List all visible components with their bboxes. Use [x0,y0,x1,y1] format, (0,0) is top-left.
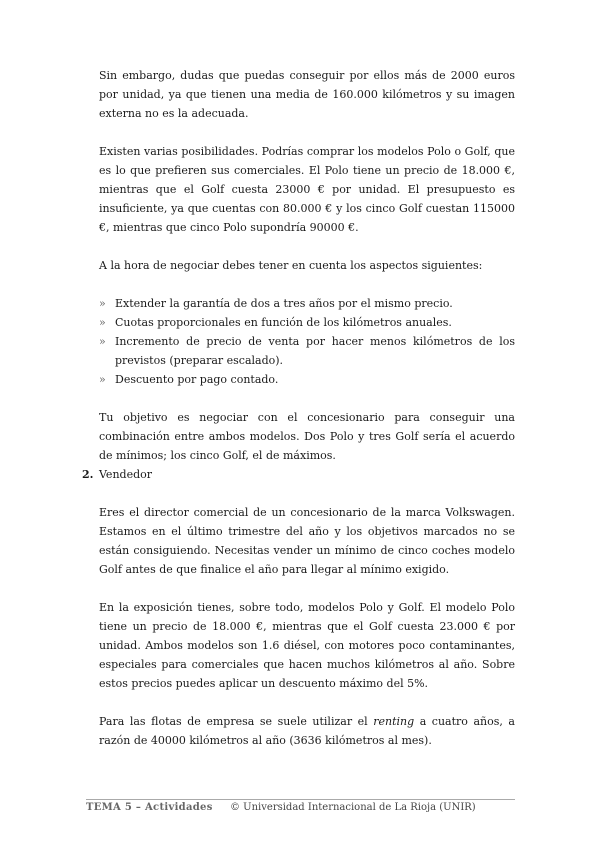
paragraph-renting: Para las flotas de empresa se suele utilizar el renting a cuatro años, a razón de 40000 kilómetros al año (3636 kilómetros al mes). [99,715,515,747]
bullet-marker: » [99,297,106,310]
paragraph-resale-value: Sin embargo, dudas que puedas conseguir por ellos más de 2000 euros por unidad, ya que tienen una media de 160.000 kilómetros y su imagen externa no es la adecuada. [99,69,515,120]
section-number: 2. [82,468,94,481]
renting-term: renting [373,715,415,728]
footer-divider [86,799,515,800]
section-title: Vendedor [99,468,153,481]
page-footer [86,801,515,815]
list-item: » Incremento de precio de venta por hacer menos kilómetros de los previstos (preparar escalado). [99,332,515,370]
list-item: » Descuento por pago contado. [99,370,515,389]
page-content [82,66,515,750]
list-item: » Cuotas proporcionales en función de los kilómetros anuales. [99,313,515,332]
paragraph-objective: Tu objetivo es negociar con el concesionario para conseguir una combinación entre ambos modelos. Dos Polo y tres Golf sería el acuerdo de mínimos; los cinco Golf, el de máximos. [99,411,515,462]
footer-topic: TEMA 5 – Actividades [86,802,213,813]
bullet-marker: » [99,335,106,348]
bullet-marker: » [99,316,106,329]
paragraph-negotiation-intro: A la hora de negociar debes tener en cuenta los aspectos siguientes: [99,259,483,272]
paragraph-seller-role: Eres el director comercial de un concesionario de la marca Volkswagen. Estamos en el último trimestre del año y los objetivos marcados no se están consiguiendo. Necesitas vender un mínimo de cinco coches modelo Golf antes de que finalice el año para llegar al mínimo exigido. [99,506,515,576]
section-heading-vendedor [82,465,515,484]
paragraph-options: Existen varias posibilidades. Podrías comprar los modelos Polo o Golf, que es lo que prefieren sus comerciales. El Polo tiene un precio de 18.000 €, mientras que el Golf cuesta 23000 € por unidad. El presupuesto es insuficiente, ya que cuentas con 80.000 € y los cinco Golf cuestan 115000 €, mientras que cinco Polo supondría 90000 €. [99,145,515,234]
paragraph-exhibition: En la exposición tienes, sobre todo, modelos Polo y Golf. El modelo Polo tiene un precio de 18.000 €, mientras que el Golf cuesta 23.000 € por unidad. Ambos modelos son 1.6 diésel, con motores poco contaminantes, especiales para comerciales que hacen muchos kilómetros al año. Sobre estos precios puedes aplicar un descuento máximo del 5%. [99,601,515,690]
bullet-marker: » [99,373,106,386]
footer-copyright: © Universidad Internacional de La Rioja (UNIR) [230,802,476,813]
list-item: » Extender la garantía de dos a tres años por el mismo precio. [99,294,515,313]
negotiation-aspects-list [99,294,515,389]
